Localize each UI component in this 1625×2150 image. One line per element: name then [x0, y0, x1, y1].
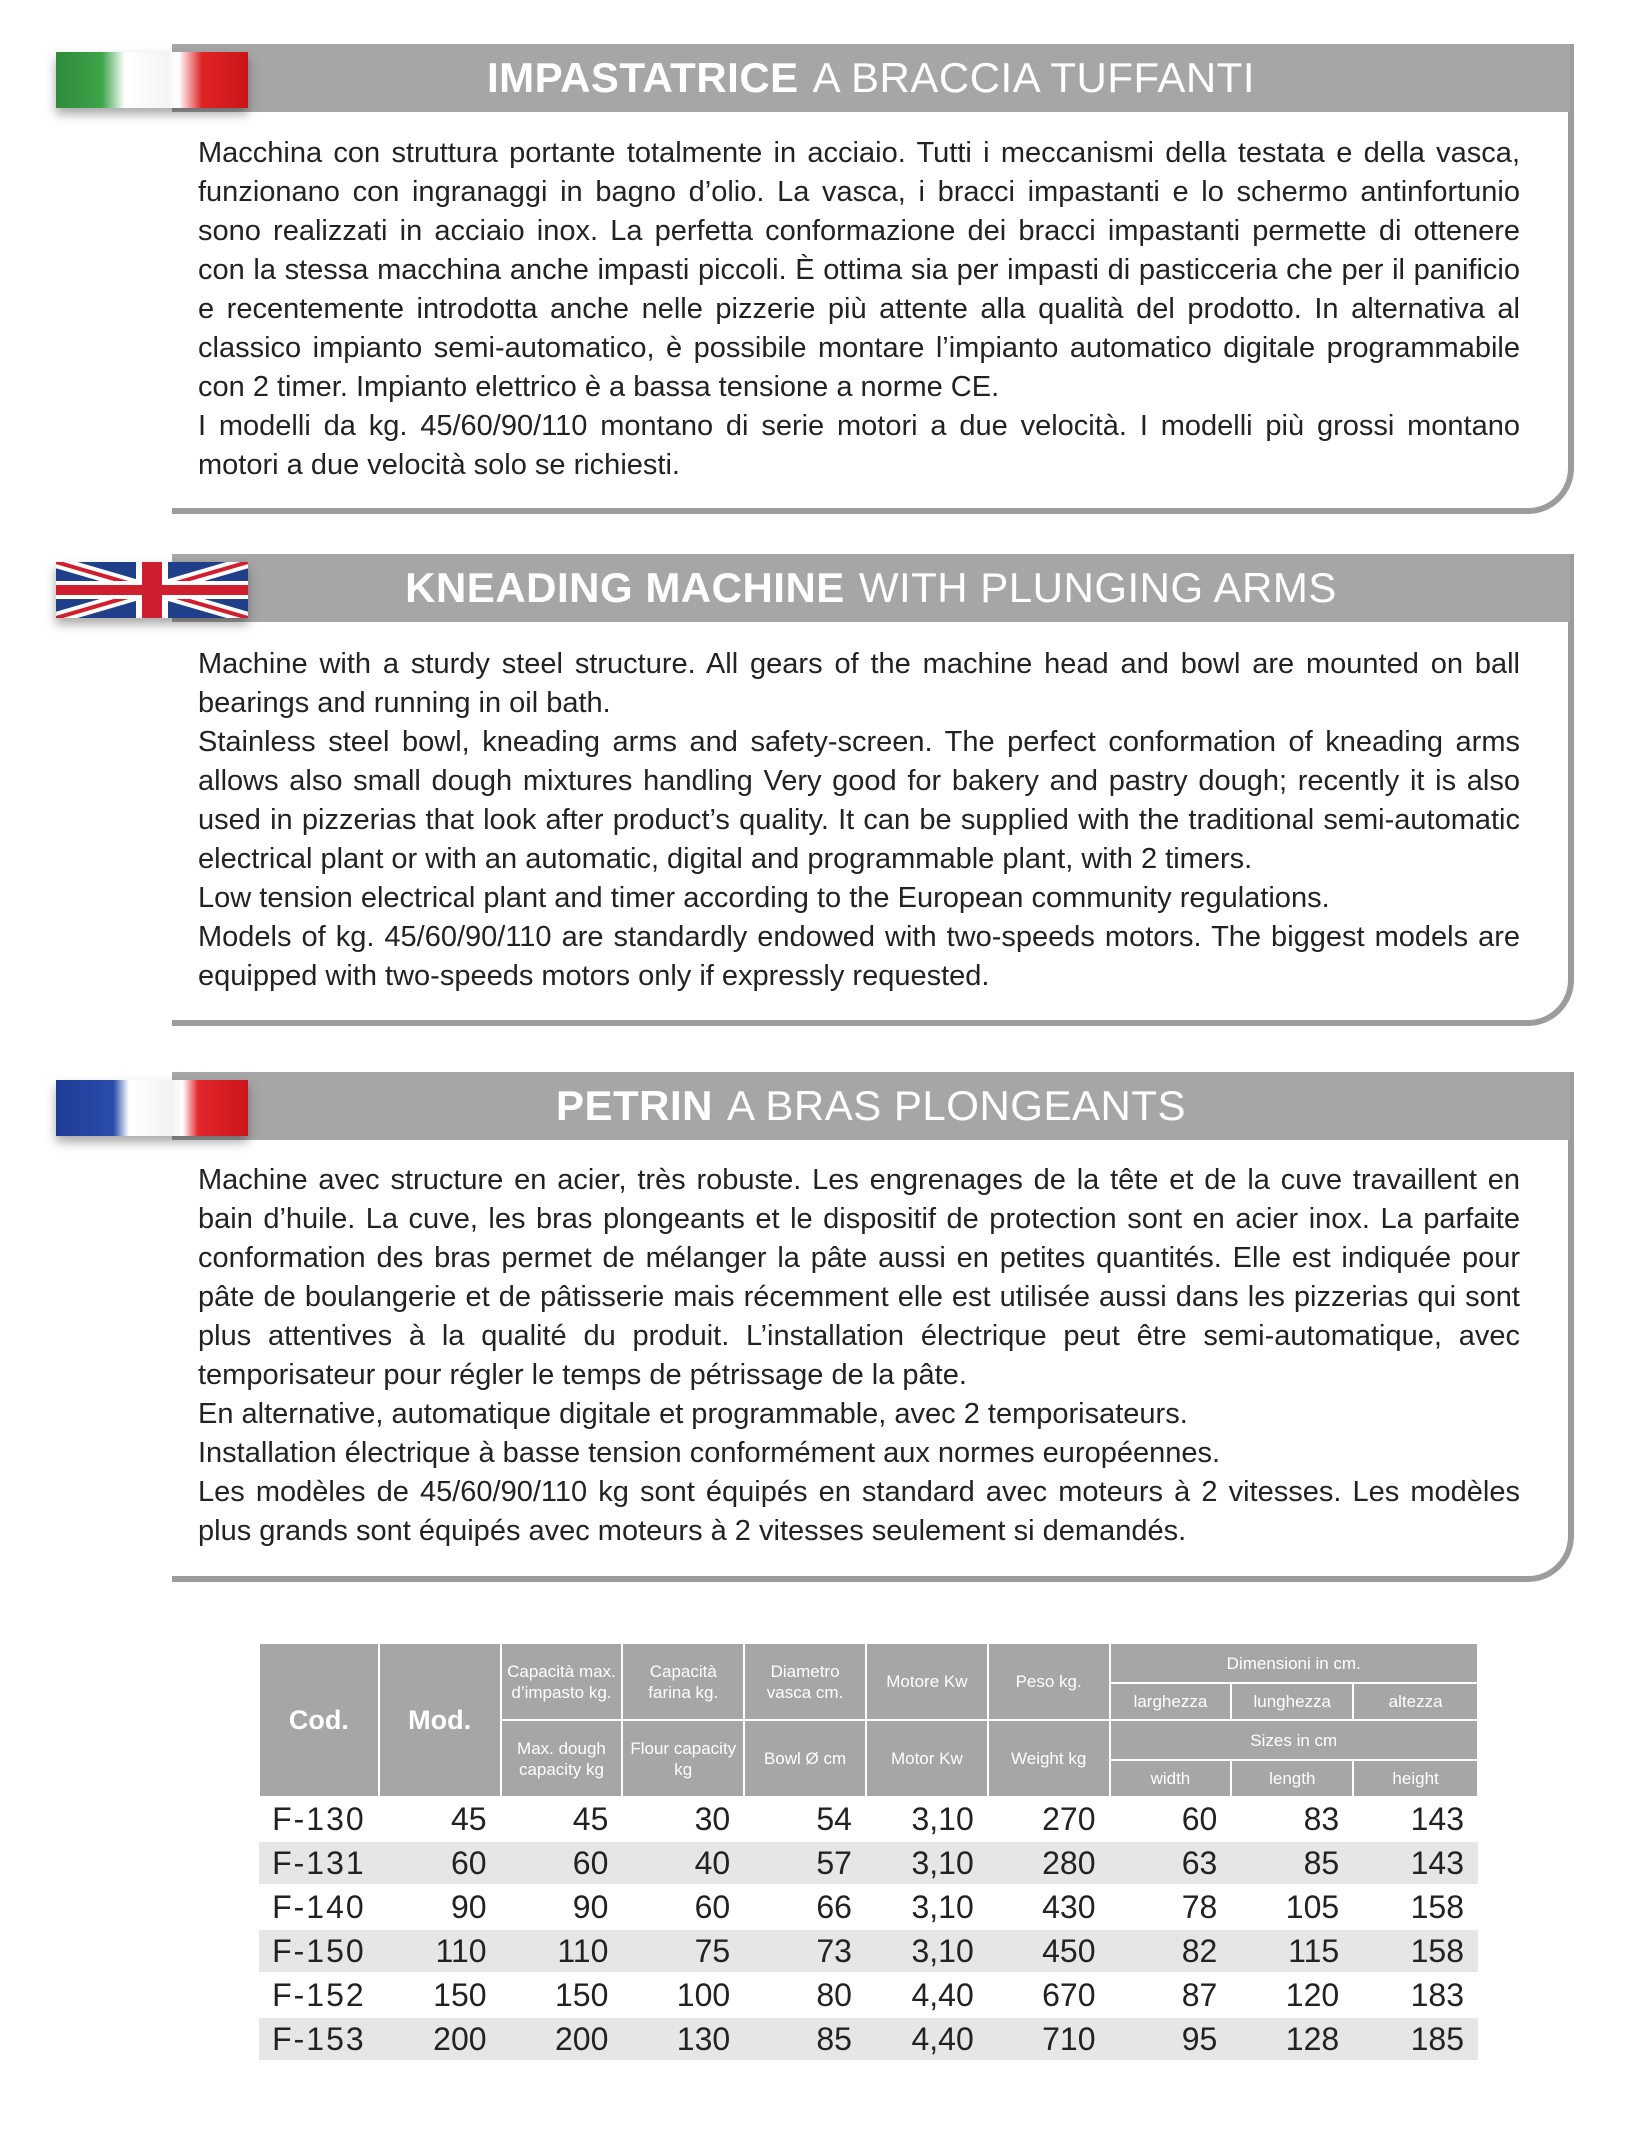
- header-length-it: lunghezza: [1231, 1683, 1353, 1720]
- section-title-bold: KNEADING MACHINE: [405, 564, 845, 611]
- paragraph: Les modèles de 45/60/90/110 kg sont équipés en standard avec moteurs à 2 vitesses. Les modèles plus grands sont équipés avec moteurs à 2 vitesses seulement si demandés.: [198, 1476, 1520, 1547]
- table-row: [259, 1841, 1478, 1885]
- cell-capacity: 45: [501, 1797, 623, 1841]
- cell-width: 82: [1110, 1929, 1232, 1973]
- section-body: [198, 1161, 1520, 1551]
- header-width-en: width: [1110, 1760, 1232, 1797]
- cell-length: 120: [1231, 1973, 1353, 2017]
- paragraph: Low tension electrical plant and timer according to the European community regulations.: [198, 882, 1330, 914]
- cell-bowl: 66: [744, 1885, 866, 1929]
- header-cod: Cod.: [259, 1643, 379, 1797]
- cell-mod: 90: [379, 1885, 501, 1929]
- cell-capacity: 60: [501, 1841, 623, 1885]
- cell-mod: 45: [379, 1797, 501, 1841]
- cell-flour: 30: [622, 1797, 744, 1841]
- cell-cod: F-131: [259, 1841, 379, 1885]
- header-bowl-it: Diametro vasca cm.: [744, 1643, 866, 1720]
- cell-flour: 60: [622, 1885, 744, 1929]
- uk-flag-svg: [56, 562, 248, 618]
- table-row: [259, 1885, 1478, 1929]
- table-row: [259, 2017, 1478, 2061]
- header-mod: Mod.: [379, 1643, 501, 1797]
- cell-cod: F-130: [259, 1797, 379, 1841]
- cell-motor: 3,10: [866, 1841, 988, 1885]
- cell-cod: F-140: [259, 1885, 379, 1929]
- cell-capacity: 150: [501, 1973, 623, 2017]
- header-width-it: larghezza: [1110, 1683, 1232, 1720]
- cell-cod: F-150: [259, 1929, 379, 1973]
- cell-bowl: 73: [744, 1929, 866, 1973]
- cell-capacity: 200: [501, 2017, 623, 2061]
- italy-flag-icon: [56, 52, 248, 108]
- cell-capacity: 110: [501, 1929, 623, 1973]
- cell-width: 63: [1110, 1841, 1232, 1885]
- table-row: [259, 1973, 1478, 2017]
- cell-capacity: 90: [501, 1885, 623, 1929]
- cell-mod: 200: [379, 2017, 501, 2061]
- paragraph: Machine with a sturdy steel structure. All gears of the machine head and bowl are mounted on ball bearings and running in oil bath.: [198, 648, 1520, 719]
- header-length-en: length: [1231, 1760, 1353, 1797]
- section-title-light: WITH PLUNGING ARMS: [858, 564, 1337, 611]
- france-flag-icon: [56, 1080, 248, 1136]
- cell-bowl: 80: [744, 1973, 866, 2017]
- header-flour-it: Capacità farina kg.: [622, 1643, 744, 1720]
- table-row: [259, 1797, 1478, 1841]
- cell-motor: 4,40: [866, 2017, 988, 2061]
- section-title-bar: [172, 554, 1570, 622]
- cell-mod: 110: [379, 1929, 501, 1973]
- header-bowl-en: Bowl Ø cm: [744, 1720, 866, 1797]
- section-title-bold: IMPASTATRICE: [487, 54, 799, 101]
- header-capacity-en: Max. dough capacity kg: [501, 1720, 623, 1797]
- cell-weight: 280: [988, 1841, 1110, 1885]
- cell-bowl: 57: [744, 1841, 866, 1885]
- header-weight-en: Weight kg: [988, 1720, 1110, 1797]
- cell-length: 115: [1231, 1929, 1353, 1973]
- header-height-en: height: [1353, 1760, 1478, 1797]
- header-motor-en: Motor Kw: [866, 1720, 988, 1797]
- cell-height: 185: [1353, 2017, 1478, 2061]
- cell-mod: 150: [379, 1973, 501, 2017]
- cell-weight: 670: [988, 1973, 1110, 2017]
- cell-flour: 75: [622, 1929, 744, 1973]
- paragraph: I modelli da kg. 45/60/90/110 montano di serie motori a due velocità. I modelli più grossi montano motori a due velocità solo se richiesti.: [198, 410, 1520, 481]
- section-title-light: A BRAS PLONGEANTS: [727, 1082, 1186, 1129]
- cell-length: 83: [1231, 1797, 1353, 1841]
- paragraph: Models of kg. 45/60/90/110 are standardly endowed with two-speeds motors. The biggest models are equipped with two-speeds motors only if expressly requested.: [198, 921, 1520, 992]
- section-title-bold: PETRIN: [556, 1082, 714, 1129]
- cell-cod: F-153: [259, 2017, 379, 2061]
- specs-table: [258, 1642, 1479, 2062]
- cell-height: 143: [1353, 1841, 1478, 1885]
- cell-height: 158: [1353, 1885, 1478, 1929]
- cell-length: 105: [1231, 1885, 1353, 1929]
- cell-height: 143: [1353, 1797, 1478, 1841]
- uk-flag-icon: [56, 562, 248, 618]
- section-title-light: A BRACCIA TUFFANTI: [812, 54, 1255, 101]
- header-height-it: altezza: [1353, 1683, 1478, 1720]
- cell-length: 85: [1231, 1841, 1353, 1885]
- section-body: [198, 134, 1520, 485]
- paragraph: Installation électrique à basse tension conformément aux normes européennes.: [198, 1437, 1221, 1469]
- header-motor-it: Motore Kw: [866, 1643, 988, 1720]
- cell-cod: F-152: [259, 1973, 379, 2017]
- header-dimensions-it: Dimensioni in cm.: [1110, 1643, 1478, 1683]
- cell-height: 158: [1353, 1929, 1478, 1973]
- cell-motor: 4,40: [866, 1973, 988, 2017]
- cell-flour: 100: [622, 1973, 744, 2017]
- cell-motor: 3,10: [866, 1929, 988, 1973]
- cell-motor: 3,10: [866, 1797, 988, 1841]
- paragraph: Machine avec structure en acier, très robuste. Les engrenages de la tête et de la cuve travaillent en bain d’huile. La cuve, les bras plongeants et le dispositif de protection sont en acier inox. La parfaite conformation des bras permet de mélanger la pâte aussi en petites quantités. Elle est indiquée pour pâte de boulangerie et de pâtisserie mais récemment elle est utilisée aussi dans les pizzerias qui sont plus attentives à la qualité du produit. L’installation électrique peut être semi-automatique, avec temporisateur pour régler le temps de pétrissage de la pâte.: [198, 1164, 1520, 1391]
- cell-length: 128: [1231, 2017, 1353, 2061]
- cell-width: 95: [1110, 2017, 1232, 2061]
- header-flour-en: Flour capacity kg: [622, 1720, 744, 1797]
- header-capacity-it: Capacità max. d’impasto kg.: [501, 1643, 623, 1720]
- cell-flour: 40: [622, 1841, 744, 1885]
- cell-weight: 270: [988, 1797, 1110, 1841]
- cell-weight: 450: [988, 1929, 1110, 1973]
- cell-motor: 3,10: [866, 1885, 988, 1929]
- section-title-bar: [172, 44, 1570, 112]
- cell-flour: 130: [622, 2017, 744, 2061]
- cell-weight: 710: [988, 2017, 1110, 2061]
- table-row: [259, 1929, 1478, 1973]
- paragraph: En alternative, automatique digitale et programmable, avec 2 temporisateurs.: [198, 1398, 1188, 1430]
- paragraph: Macchina con struttura portante totalmente in acciaio. Tutti i meccanismi della testata e della vasca, funzionano con ingranaggi in bagno d’olio. La vasca, i bracci impastanti e lo schermo antinfortunio sono realizzati in acciaio inox. La perfetta conformazione dei bracci impastanti permette di ottenere con la stessa macchina anche impasti piccoli. È ottima sia per impasti di pasticceria che per il panificio e recentemente introdotta anche nelle pizzerie più attente alla qualità del prodotto. In alternativa al classico impianto semi-automatico, è possibile montare l’impianto automatico digitale programmabile con 2 timer. Impianto elettrico è a bassa tensione a norme CE.: [198, 137, 1520, 403]
- section-title-bar: [172, 1072, 1570, 1140]
- cell-bowl: 54: [744, 1797, 866, 1841]
- cell-width: 78: [1110, 1885, 1232, 1929]
- cell-mod: 60: [379, 1841, 501, 1885]
- header-dimensions-en: Sizes in cm: [1110, 1720, 1478, 1760]
- header-weight-it: Peso kg.: [988, 1643, 1110, 1720]
- cell-height: 183: [1353, 1973, 1478, 2017]
- paragraph: Stainless steel bowl, kneading arms and safety-screen. The perfect conformation of kneading arms allows also small dough mixtures handling Very good for bakery and pastry dough; recently it is also used in pizzerias that look after product’s quality. It can be supplied with the traditional semi-automatic electrical plant or with an automatic, digital and programmable plant, with 2 timers.: [198, 726, 1520, 875]
- cell-bowl: 85: [744, 2017, 866, 2061]
- cell-width: 60: [1110, 1797, 1232, 1841]
- section-body: [198, 645, 1520, 996]
- cell-weight: 430: [988, 1885, 1110, 1929]
- cell-width: 87: [1110, 1973, 1232, 2017]
